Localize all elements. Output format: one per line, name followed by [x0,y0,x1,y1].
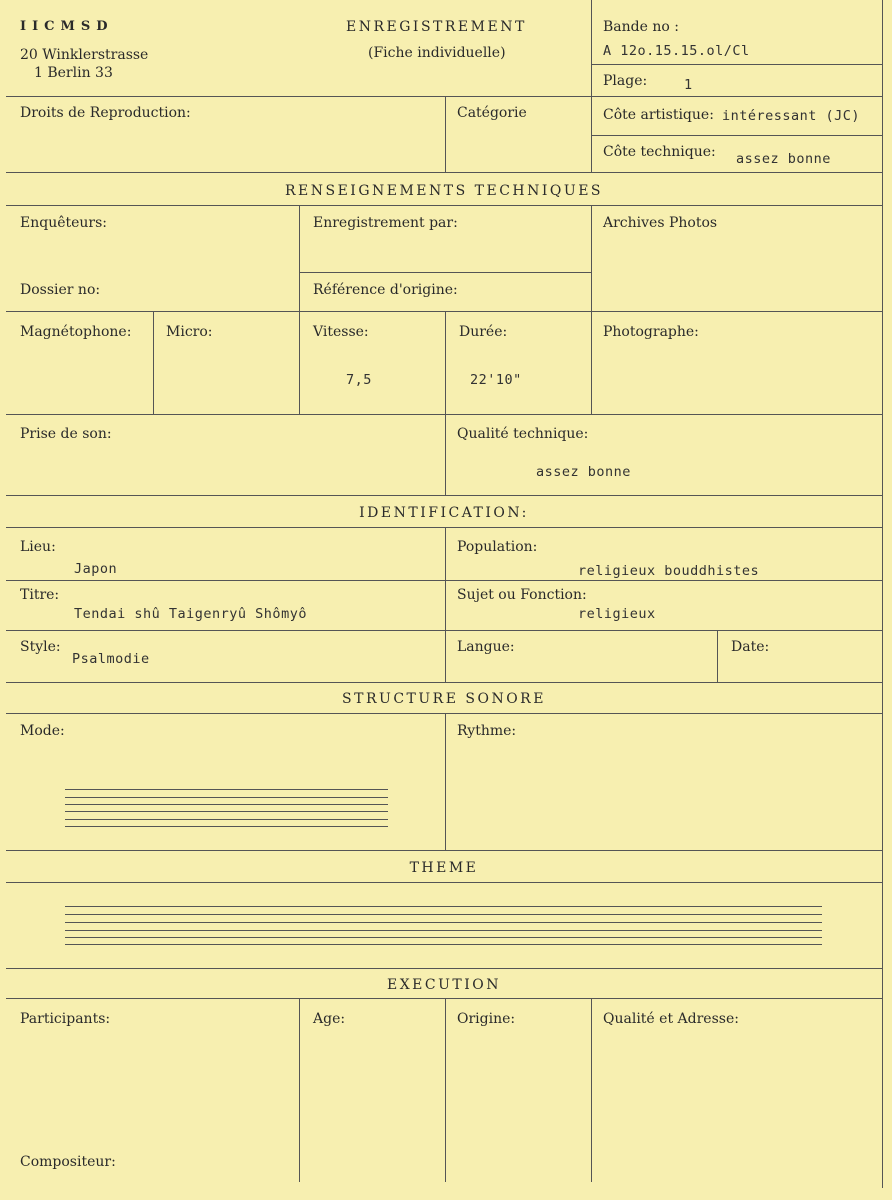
vitesse-value: 7,5 [346,372,372,388]
org-name: IICMSD [20,19,114,34]
population-value: religieux bouddhistes [578,563,760,579]
section-title-theme: THEME [409,860,479,876]
qualite-adresse-label: Qualité et Adresse: [603,1011,739,1027]
enqueteurs-label: Enquêteurs: [20,215,108,231]
duree-value: 22'10" [470,372,522,388]
cote-technique-label: Côte technique: [603,144,716,160]
style-value: Psalmodie [72,651,150,667]
titre-value: Tendai shû Taigenryû Shômyô [74,606,307,622]
vitesse-label: Vitesse: [313,324,369,340]
sujet-value: religieux [578,606,656,622]
origine-label: Origine: [457,1011,516,1027]
section-title-tech: RENSEIGNEMENTS TECHNIQUES [284,183,604,199]
duree-label: Durée: [459,324,508,340]
reference-label: Référence d'origine: [313,282,458,298]
section-title-identification: IDENTIFICATION: [359,505,529,521]
address-line-2: 1 Berlin 33 [34,65,113,81]
lieu-value: Japon [74,561,118,577]
archives-photos-label: Archives Photos [603,215,718,231]
dossier-label: Dossier no: [20,282,101,298]
mode-label: Mode: [20,723,65,739]
cote-technique-value: assez bonne [736,151,831,167]
compositeur-label: Compositeur: [20,1154,116,1170]
photographe-label: Photographe: [603,324,699,340]
population-label: Population: [457,539,538,555]
participants-label: Participants: [20,1011,111,1027]
plage-label: Plage: [603,73,648,89]
section-title-structure: STRUCTURE SONORE [342,691,546,707]
titre-label: Titre: [20,587,60,603]
bande-label: Bande no : [603,19,679,35]
droits-label: Droits de Reproduction: [20,105,191,121]
form-title: ENREGISTREMENT [346,19,527,35]
sujet-label: Sujet ou Fonction: [457,587,587,603]
style-label: Style: [20,639,61,655]
form-subtitle: (Fiche individuelle) [368,45,506,61]
prise-de-son-label: Prise de son: [20,426,112,442]
micro-label: Micro: [166,324,213,340]
age-label: Age: [313,1011,346,1027]
enregistrement-par-label: Enregistrement par: [313,215,458,231]
langue-label: Langue: [457,639,515,655]
magnetophone-label: Magnétophone: [20,324,132,340]
cote-artistique-value: intéressant (JC) [722,108,861,124]
plage-value: 1 [684,77,693,93]
categorie-label: Catégorie [457,105,527,121]
cote-artistique-label: Côte artistique: [603,107,714,123]
address-line-1: 20 Winklerstrasse [20,47,149,63]
qualite-technique-value: assez bonne [536,464,631,480]
lieu-label: Lieu: [20,539,56,555]
section-title-execution: EXECUTION [386,977,501,993]
bande-value: A 12o.15.15.ol/Cl [603,43,750,59]
qualite-technique-label: Qualité technique: [457,426,589,442]
rythme-label: Rythme: [457,723,517,739]
date-label: Date: [731,639,770,655]
